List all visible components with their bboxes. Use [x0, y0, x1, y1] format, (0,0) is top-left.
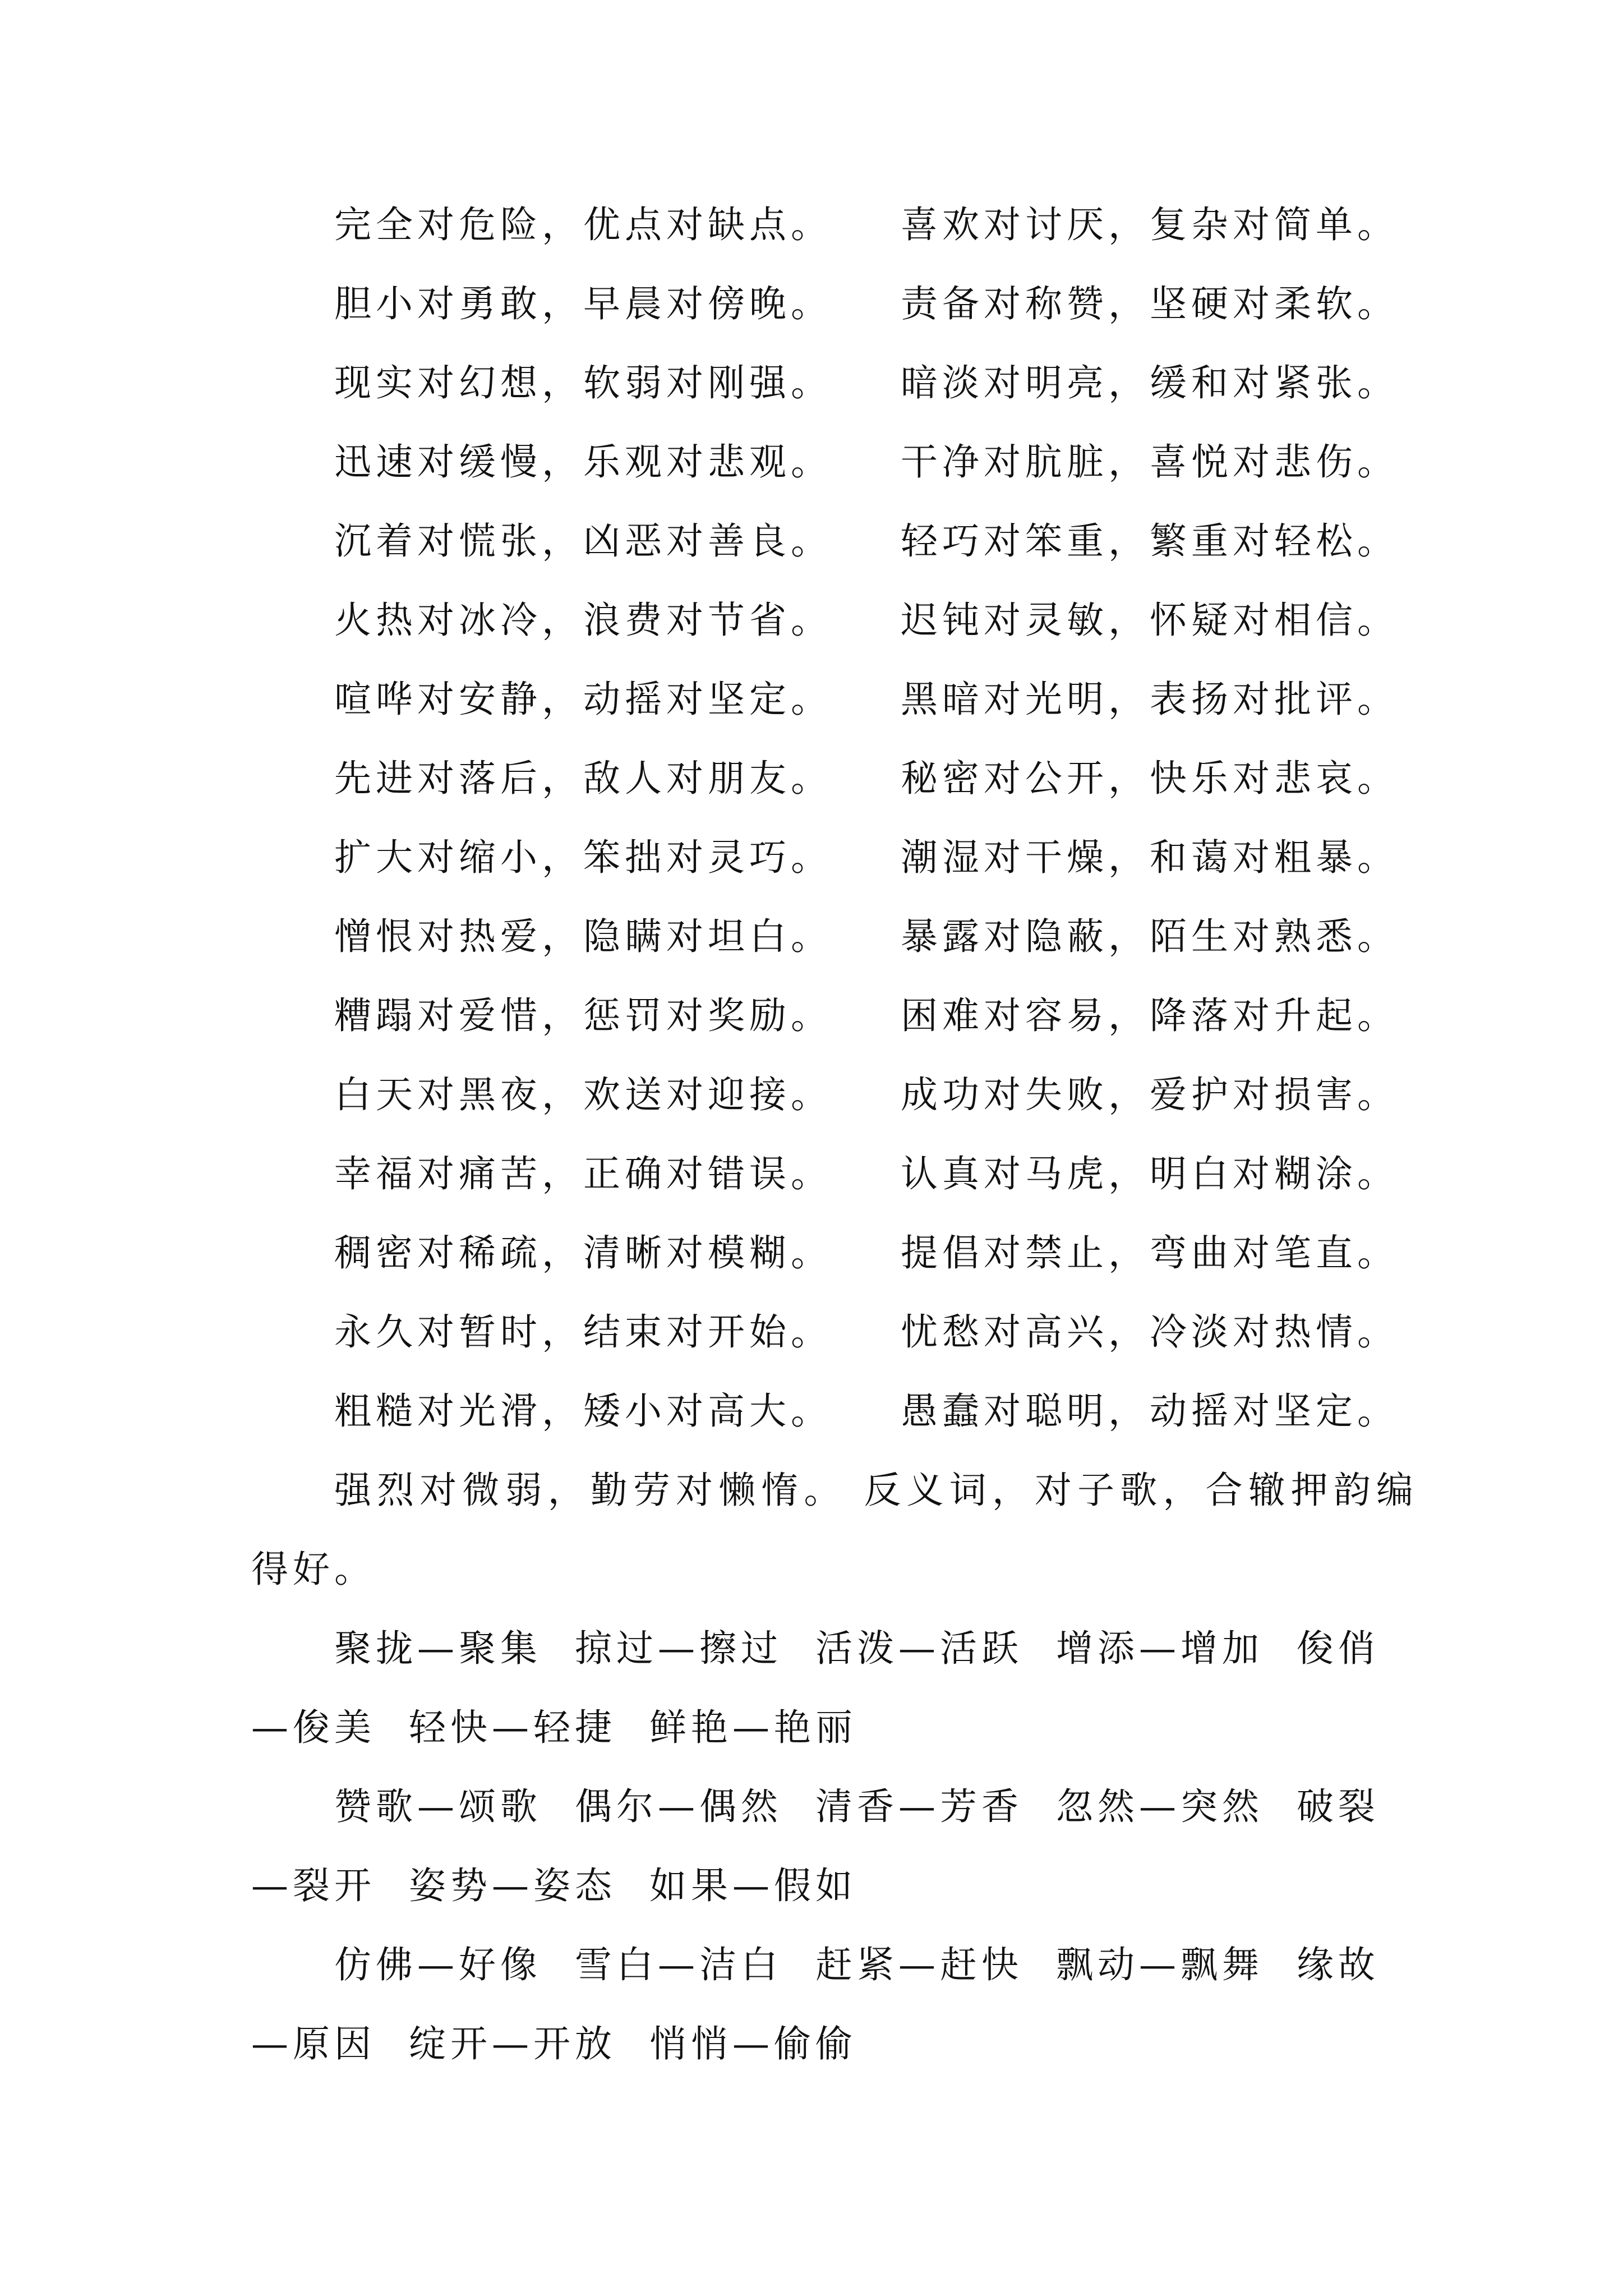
couplet-line [251, 818, 1418, 897]
couplet-second-half: 干净对肮脏，喜悦对悲伤。 [901, 440, 1399, 484]
couplet-second-half: 迟钝对灵敏，怀疑对相信。 [901, 599, 1399, 642]
couplet-line [251, 185, 1418, 264]
couplet-line [251, 264, 1418, 343]
couplet-line [251, 581, 1418, 660]
closing-paragraph: 强烈对微弱，勤劳对懒惰。 反义词，对子歌，合辙押韵编得好。 [251, 1469, 1418, 1591]
couplet-line [251, 897, 1418, 976]
couplet-line [251, 660, 1418, 739]
document-body [251, 185, 1418, 2083]
synonym-paragraph: 仿佛—好像 雪白—洁白 赶紧—赶快 飘动—飘舞 缘故—原因 绽开—开放 悄悄—偷偷 [251, 1943, 1380, 2065]
couplet-second-half: 暗淡对明亮，缓和对紧张。 [901, 361, 1399, 404]
couplet-second-half: 提倡对禁止，弯曲对笔直。 [901, 1231, 1399, 1274]
couplet-second-half: 困难对容易，降落对升起。 [901, 994, 1399, 1037]
couplet-first-half: 完全对危险，优点对缺点。 [334, 203, 832, 246]
couplet-first-half: 白天对黑夜，欢送对迎接。 [334, 1073, 832, 1116]
couplet-first-half: 粗糙对光滑，矮小对高大。 [334, 1389, 832, 1433]
couplet-first-half: 先进对落后，敌人对朋友。 [334, 757, 832, 800]
couplet-second-half: 成功对失败，爱护对损害。 [901, 1073, 1399, 1116]
couplet-second-half: 忧愁对高兴，冷淡对热情。 [901, 1310, 1399, 1354]
couplet-first-half: 永久对暂时，结束对开始。 [334, 1310, 832, 1354]
couplet-first-half: 沉着对慌张，凶恶对善良。 [334, 519, 832, 563]
couplet-line [251, 1292, 1418, 1372]
couplet-second-half: 轻巧对笨重，繁重对轻松。 [901, 519, 1399, 563]
couplet-line [251, 1372, 1418, 1451]
couplet-second-half: 潮湿对干燥，和蔼对粗暴。 [901, 836, 1399, 879]
couplet-first-half: 扩大对缩小，笨拙对灵巧。 [334, 836, 832, 879]
synonym-paragraph: 赞歌—颂歌 偶尔—偶然 清香—芳香 忽然—突然 破裂—裂开 姿势—姿态 如果—假如 [251, 1785, 1380, 1907]
couplet-line [251, 343, 1418, 422]
couplet-first-half: 火热对冰冷，浪费对节省。 [334, 599, 832, 642]
couplet-second-half: 喜欢对讨厌，复杂对简单。 [901, 203, 1399, 246]
couplet-line [251, 422, 1418, 501]
couplet-line [251, 1134, 1418, 1213]
couplet-first-half: 迅速对缓慢，乐观对悲观。 [334, 440, 832, 484]
couplet-second-half: 责备对称赞，坚硬对柔软。 [901, 282, 1399, 325]
couplet-first-half: 喧哗对安静，动摇对坚定。 [334, 678, 832, 721]
couplet-first-half: 糟蹋对爱惜，惩罚对奖励。 [334, 994, 832, 1037]
couplet-line [251, 1213, 1418, 1292]
couplet-second-half: 愚蠢对聪明，动摇对坚定。 [901, 1389, 1399, 1433]
couplet-first-half: 稠密对稀疏，清晰对模糊。 [334, 1231, 832, 1274]
couplet-line [251, 1055, 1418, 1134]
couplet-line [251, 739, 1418, 818]
couplet-second-half: 暴露对隐蔽，陌生对熟悉。 [901, 915, 1399, 958]
couplet-second-half: 秘密对公开，快乐对悲哀。 [901, 757, 1399, 800]
couplet-first-half: 胆小对勇敢，早晨对傍晚。 [334, 282, 832, 325]
couplet-second-half: 黑暗对光明，表扬对批评。 [901, 678, 1399, 721]
couplet-first-half: 幸福对痛苦，正确对错误。 [334, 1152, 832, 1195]
synonym-paragraph: 聚拢—聚集 掠过—擦过 活泼—活跃 增添—增加 俊俏—俊美 轻快—轻捷 鲜艳—艳丽 [251, 1627, 1380, 1749]
couplet-first-half: 现实对幻想，软弱对刚强。 [334, 361, 832, 404]
couplet-first-half: 憎恨对热爱，隐瞒对坦白。 [334, 915, 832, 958]
couplet-line [251, 976, 1418, 1055]
couplet-line [251, 501, 1418, 581]
couplet-second-half: 认真对马虎，明白对糊涂。 [901, 1152, 1399, 1195]
